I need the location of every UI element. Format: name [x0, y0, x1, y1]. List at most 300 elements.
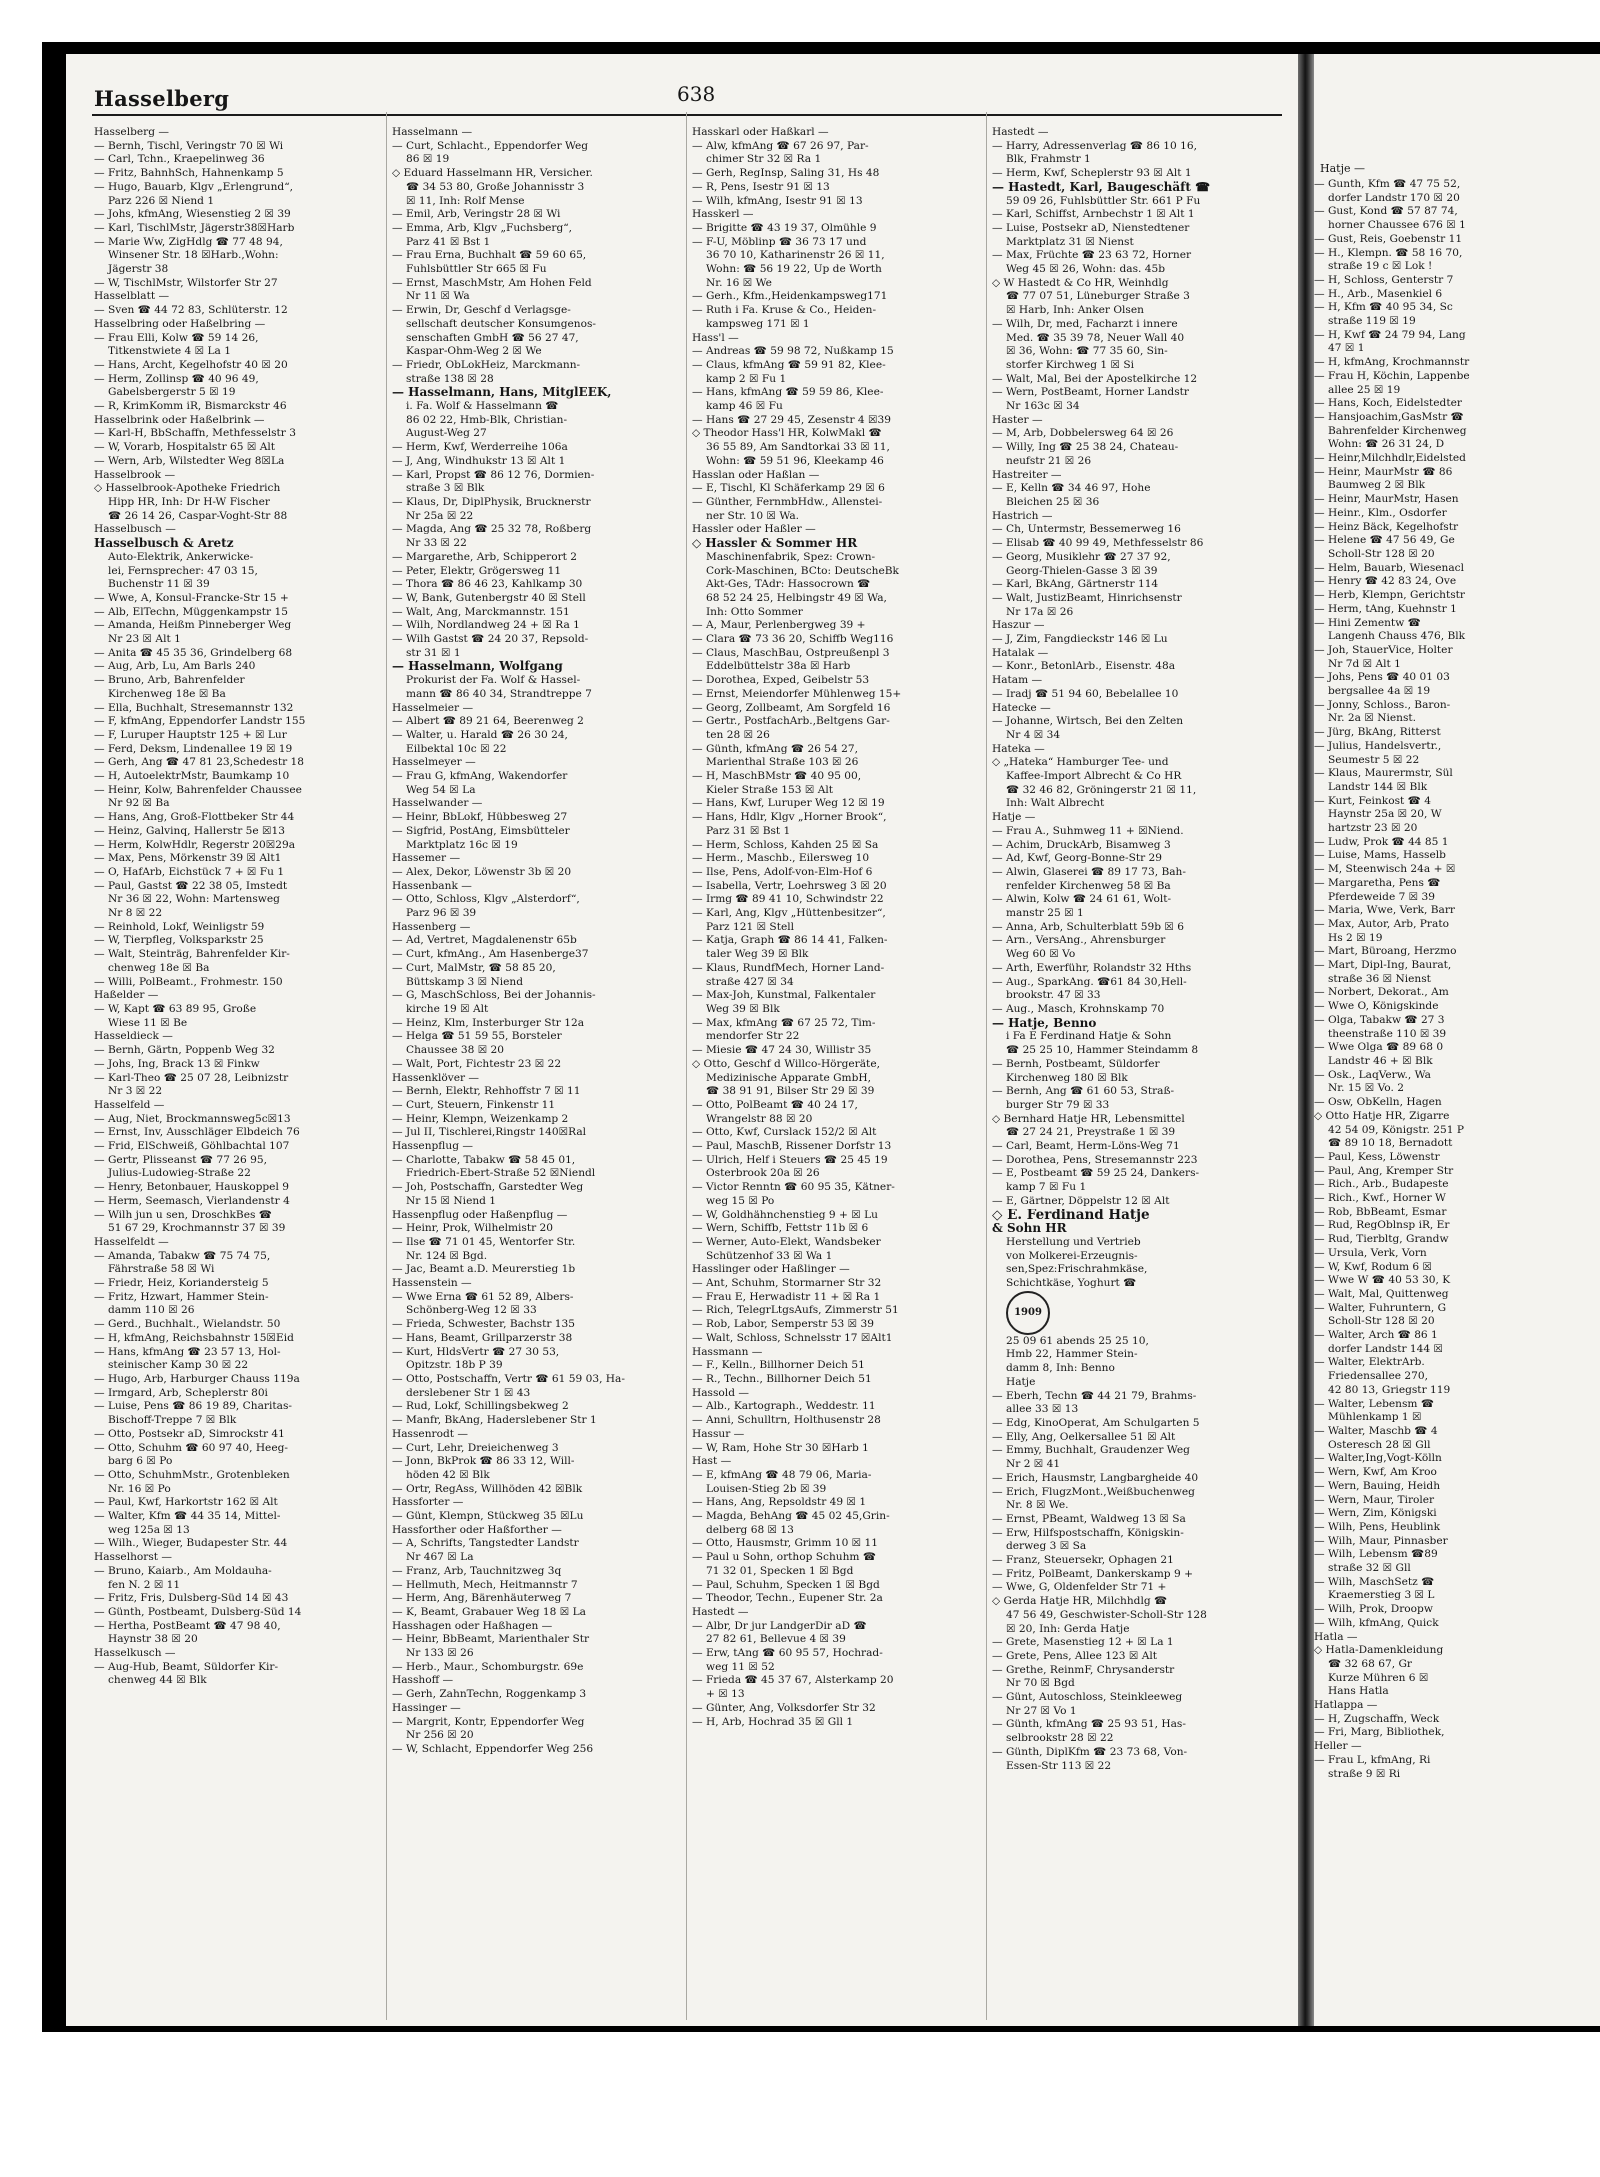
directory-entry: ◇ Eduard Hasselmann HR, Versicher.: [392, 167, 593, 180]
directory-column-4: [992, 126, 1290, 1773]
directory-entry: — Erich, Hausmstr, Langbargheide 40: [992, 1471, 1199, 1484]
directory-entry: — W, Goldhähnchenstieg 9 + ☒ Lu: [692, 1208, 878, 1221]
surname-heading: Hassenklöver —: [392, 1071, 479, 1084]
directory-entry: — Olga, Tabakw ☎ 27 3: [1314, 1013, 1445, 1026]
directory-entry: — H., Arb., Masenkiel 6: [1314, 287, 1443, 300]
directory-entry: — Friedr, Heiz, Koriandersteig 5: [94, 1277, 269, 1290]
directory-entry: — Max, Autor, Arb, Prato: [1314, 917, 1449, 930]
directory-entry: — R, Pens, Isestr 91 ☒ 13: [692, 180, 830, 193]
entry-continuation: Opitzstr. 18b P 39: [406, 1359, 503, 1372]
directory-entry: — Rud, RegOblnsp iR, Er: [1314, 1219, 1450, 1232]
entry-continuation: Nr 133 ☒ 26: [406, 1647, 474, 1660]
directory-entry: — Curt, MalMstr, ☎ 58 85 20,: [392, 961, 556, 974]
directory-entry: — Bernh, Gärtn, Poppenb Weg 32: [94, 1044, 275, 1057]
directory-entry: — Wern, Zim, Königski: [1314, 1507, 1437, 1520]
directory-column-3: [692, 126, 984, 1729]
entry-continuation: derslebener Str 1 ☒ 43: [406, 1386, 531, 1399]
directory-entry: — Alwin, Glaserei ☎ 89 17 73, Bah-: [992, 865, 1186, 878]
directory-entry: — Hertha, PostBeamt ☎ 47 98 40,: [94, 1619, 281, 1632]
entry-continuation: Marktplatz 16c ☒ 19: [406, 838, 518, 851]
directory-entry: — Frau A., Suhmweg 11 + ☒Niend.: [992, 824, 1184, 837]
directory-entry: — Herm., Maschb., Eilersweg 10: [692, 852, 870, 865]
directory-entry: — Klaus, Dr, DiplPhysik, Brucknerstr: [392, 495, 591, 508]
entry-continuation: ☎ 26 14 26, Caspar-Voght-Str 88: [108, 509, 288, 522]
directory-entry: — Friedr, ObLokHeiz, Marckmann-: [392, 358, 581, 371]
entry-continuation: chenweg 18e ☒ Ba: [108, 961, 210, 974]
entry-continuation: Buchenstr 11 ☒ 39: [108, 578, 210, 591]
entry-continuation: 68 52 24 25, Helbingstr 49 ☒ Wa,: [706, 591, 887, 604]
entry-continuation: Nr. 16 ☒ We: [706, 276, 772, 289]
entry-continuation: 25 09 61 abends 25 25 10,: [1006, 1334, 1149, 1347]
directory-entry: — Katja, Graph ☎ 86 14 41, Falken-: [692, 934, 888, 947]
directory-entry: — Ludw, Prok ☎ 44 85 1: [1314, 835, 1449, 848]
directory-entry: — Albr, Dr jur LandgerDir aD ☎: [692, 1619, 867, 1632]
directory-entry: — Max, kfmAng ☎ 67 25 72, Tim-: [692, 1016, 876, 1029]
directory-entry: — W, Vorarb, Hospitalstr 65 ☒ Alt: [94, 441, 276, 454]
directory-entry: — H., Klempn. ☎ 58 16 70,: [1314, 246, 1463, 259]
directory-entry: — Emma, Arb, Klgv „Fuchsberg“,: [392, 221, 573, 234]
entry-continuation: Nr 27 ☒ Vo 1: [1006, 1704, 1077, 1717]
directory-entry: — Gust, Kond ☎ 57 87 74,: [1314, 205, 1458, 218]
directory-entry: — Herm, Zollinsp ☎ 40 96 49,: [94, 372, 259, 385]
directory-entry: Landstr 144 ☒ Blk: [1328, 780, 1428, 793]
directory-entry: — Otto, Postsekr aD, Simrockstr 41: [94, 1427, 285, 1440]
directory-entry: straße 19 c ☒ Lok !: [1328, 260, 1433, 273]
entry-continuation: Nr. 8 ☒ We.: [1006, 1499, 1069, 1512]
directory-entry: — Ernst, Inv, Ausschläger Elbdeich 76: [94, 1126, 300, 1139]
directory-entry: — Dorothea, Exped, Geibelstr 53: [692, 674, 870, 687]
directory-entry: — Bernh, Postbeamt, Süldorfer: [992, 1057, 1160, 1070]
entry-continuation: Parz 121 ☒ Stell: [706, 920, 794, 933]
directory-entry: — Hans, Beamt, Grillparzerstr 38: [392, 1331, 573, 1344]
directory-entry: — Brigitte ☎ 43 19 37, Olmühle 9: [692, 221, 877, 234]
directory-entry: — Gerh, ZahnTechn, Roggenkamp 3: [392, 1688, 587, 1701]
entry-continuation: Parz 96 ☒ 39: [406, 907, 477, 920]
directory-entry: — Johs, Ing, Brack 13 ☒ Finkw: [94, 1057, 260, 1070]
directory-entry: — Wern, Kwf, Am Kroo: [1314, 1466, 1437, 1479]
entry-continuation: 86 02 22, Hmb-Blk, Christian-: [406, 413, 568, 426]
directory-entry: — Luise, Pens ☎ 86 19 89, Charitas-: [94, 1400, 292, 1413]
entry-continuation: Inh: Walt Albrecht: [1006, 797, 1105, 810]
directory-entry: — Carl, Beamt, Herm-Löns-Weg 71: [992, 1140, 1180, 1153]
entry-continuation: mann ☎ 86 40 34, Strandtreppe 7: [406, 687, 592, 700]
directory-entry: — Heinr, BbLokf, Hübbesweg 27: [392, 811, 568, 824]
directory-entry: — Franz, Arb, Tauchnitzweg 3q: [392, 1564, 562, 1577]
entry-continuation: kirche 19 ☒ Alt: [406, 1003, 489, 1015]
entry-continuation: ☎ 25 25 10, Hammer Steindamm 8: [1006, 1044, 1199, 1057]
entry-continuation: Wohn: ☎ 56 19 22, Up de Worth: [706, 263, 882, 276]
entry-continuation: 27 82 61, Bellevue 4 ☒ 39: [706, 1633, 846, 1646]
directory-entry: — Günther, FernmbHdw., Allenstei-: [692, 495, 883, 508]
entry-continuation: Inh: Otto Sommer: [706, 605, 803, 618]
directory-entry: — Georg, Musiklehr ☎ 27 37 92,: [992, 550, 1171, 563]
directory-entry: Scholl-Str 128 ☒ 20: [1328, 547, 1435, 560]
surname-heading: Hasselhorst —: [94, 1551, 173, 1564]
entry-continuation: str 31 ☒ 1: [406, 646, 461, 659]
directory-entry: — Curt, Schlacht., Eppendorfer Weg: [392, 139, 589, 152]
entry-continuation: straße 427 ☒ 34: [706, 975, 794, 988]
book-spine: [1298, 54, 1314, 2026]
entry-continuation: 36 55 89, Am Sandtorkai 33 ☒ 11,: [706, 441, 890, 454]
surname-heading: Hasslinger oder Haßlinger —: [692, 1263, 850, 1276]
surname-heading: Hasselbrook —: [94, 468, 176, 481]
surname-heading: Haßelder —: [94, 989, 159, 1002]
surname-heading: Hatlappa —: [1314, 1699, 1378, 1712]
surname-heading: Hateka —: [992, 742, 1045, 755]
directory-entry: 42 54 09, Königstr. 251 P: [1328, 1123, 1464, 1136]
directory-entry: — Hans, kfmAng ☎ 59 59 86, Klee-: [692, 386, 884, 399]
entry-continuation: Nr 163c ☒ 34: [1006, 400, 1080, 413]
entry-continuation: Bleichen 25 ☒ 36: [1006, 495, 1100, 508]
directory-entry: ☎ 89 10 18, Bernadott: [1328, 1137, 1453, 1150]
directory-entry: — Walt, Ang, Marckmannstr. 151: [392, 605, 570, 618]
firm-entry: Hasselbusch & Aretz: [94, 537, 234, 551]
entry-continuation: Herstellung und Vertrieb: [1006, 1235, 1141, 1248]
entry-continuation: Maschinenfabrik, Spez: Crown-: [706, 550, 876, 563]
directory-entry: — Jonny, Schloss., Baron-: [1314, 698, 1451, 711]
directory-entry: bergsallee 4a ☒ 19: [1328, 685, 1431, 698]
directory-entry: — Peter, Elektr, Grögersweg 11: [392, 564, 562, 577]
surname-heading: Hasshagen oder Haßhagen —: [392, 1619, 553, 1632]
directory-entry: — Jürg, BkAng, Ritterst: [1314, 726, 1441, 739]
right-page-column: [1314, 178, 1594, 1781]
directory-entry: — Irmg ☎ 89 41 10, Schwindstr 22: [692, 893, 884, 906]
directory-entry: — Elly, Ang, Oelkersallee 51 ☒ Alt: [992, 1430, 1176, 1443]
directory-entry: — Max, Früchte ☎ 23 63 72, Horner: [992, 249, 1192, 262]
seal-line: [992, 1291, 1290, 1335]
directory-entry: — Hans, Ang, Repsoldstr 49 ☒ 1: [692, 1496, 867, 1509]
directory-entry: — Margaretha, Pens ☎: [1314, 876, 1441, 889]
directory-entry: — W, Kwf, Rodum 6 ☒: [1314, 1260, 1432, 1273]
directory-entry: — Andreas ☎ 59 98 72, Nußkamp 15: [692, 345, 894, 358]
column-rule: [386, 112, 387, 2020]
directory-entry: — Kurt, HldsVertr ☎ 27 30 53,: [392, 1345, 560, 1358]
directory-entry: — Walt, Mal, Quittenweg: [1314, 1287, 1449, 1300]
firm-entry: & Sohn HR: [992, 1222, 1067, 1236]
directory-entry: — Otto, SchuhmMstr., Grotenbleken: [94, 1468, 290, 1481]
surname-heading: Hassmann —: [692, 1345, 763, 1358]
entry-continuation: Schützenhof 33 ☒ Wa 1: [706, 1249, 833, 1262]
entry-continuation: derweg 3 ☒ Sa: [1006, 1540, 1087, 1553]
entry-continuation: Kieler Straße 153 ☒ Alt: [706, 783, 834, 796]
entry-continuation: Medizinische Apparate GmbH,: [706, 1071, 871, 1084]
directory-entry: — Rud, Lokf, Schillingsbekweg 2: [392, 1400, 569, 1413]
directory-entry: — F, kfmAng, Eppendorfer Landstr 155: [94, 715, 306, 728]
directory-entry: — Luise, Mams, Hasselb: [1314, 849, 1446, 862]
directory-entry: — Claus, MaschBau, Ostpreußenpl 3: [692, 646, 890, 659]
directory-entry: — Karl, Ang, Klgv „Hüttenbesitzer“,: [692, 907, 886, 920]
entry-continuation: Nr 70 ☒ Bgd: [1006, 1677, 1075, 1690]
directory-entry: — E, Postbeamt ☎ 59 25 24, Dankers-: [992, 1167, 1200, 1180]
directory-entry: — Walter, Lebensm ☎: [1314, 1397, 1435, 1410]
entry-continuation: kamp 2 ☒ Fu 1: [706, 372, 787, 385]
directory-entry: — H, AutoelektrMstr, Baumkamp 10: [94, 770, 290, 783]
directory-entry: — Gerh, RegInsp, Saling 31, Hs 48: [692, 167, 880, 180]
directory-entry: — Frau L, kfmAng, Ri: [1314, 1753, 1431, 1766]
entry-continuation: Akt-Ges, TAdr: Hassocrown ☎: [706, 578, 871, 591]
entry-continuation: Fuhlsbüttler Str 665 ☒ Fu: [406, 263, 547, 276]
entry-continuation: barg 6 ☒ Po: [108, 1455, 173, 1468]
entry-continuation: 47 56 49, Geschwister-Scholl-Str 128: [1006, 1608, 1207, 1621]
directory-entry: — Jul II, Tischlerei,Ringstr 140☒Ral: [392, 1126, 587, 1139]
directory-entry: — Fritz, BahnhSch, Hahnenkamp 5: [94, 167, 284, 180]
directory-entry: — Frau Erna, Buchhalt ☎ 59 60 65,: [392, 249, 587, 262]
directory-entry: — Charlotte, Tabakw ☎ 58 45 01,: [392, 1153, 576, 1166]
directory-entry: — Georg, Zollbeamt, Am Sorgfeld 16: [692, 701, 891, 714]
directory-entry: — H, Zugschaffn, Weck: [1314, 1712, 1440, 1725]
directory-entry: — Otto, Schuhm ☎ 60 97 40, Heeg-: [94, 1441, 288, 1454]
entry-continuation: weg 125a ☒ 13: [108, 1523, 190, 1536]
surname-heading: Hassinger —: [392, 1701, 461, 1714]
directory-entry: — Osw, ObKelln, Hagen: [1314, 1096, 1442, 1109]
surname-heading: Hatje —: [992, 811, 1036, 824]
directory-entry: — Heinr,Milchhdlr,Eidelsted: [1314, 452, 1466, 465]
directory-entry: — Anita ☎ 45 35 36, Grindelberg 68: [94, 646, 293, 659]
directory-entry: — Paul, MaschB, Rissener Dorfstr 13: [692, 1140, 892, 1153]
entry-continuation: Bischoff-Treppe 7 ☒ Blk: [108, 1414, 237, 1427]
entry-continuation: Prokurist der Fa. Wolf & Hassel-: [406, 674, 581, 687]
directory-entry: — Sven ☎ 44 72 83, Schlüterstr. 12: [94, 304, 288, 317]
directory-entry: — Dorothea, Pens, Stresemannstr 223: [992, 1153, 1198, 1166]
entry-continuation: fen N. 2 ☒ 11: [108, 1578, 181, 1591]
entry-continuation: chenweg 44 ☒ Blk: [108, 1674, 207, 1687]
directory-entry: dorfer Landstr 170 ☒ 20: [1328, 191, 1460, 204]
directory-entry: — R, KrimKomm iR, Bismarckstr 46: [94, 400, 287, 413]
directory-entry: — Isabella, Vertr, Loehrsweg 3 ☒ 20: [692, 879, 887, 892]
firm-entry: ◇ E. Ferdinand Hatje: [992, 1208, 1150, 1223]
directory-entry: — W, Schlacht, Eppendorfer Weg 256: [392, 1742, 594, 1755]
surname-heading: Hass'l —: [692, 331, 739, 344]
directory-entry: — Herb., Maur., Schomburgstr. 69e: [392, 1660, 584, 1673]
directory-entry: — Johs, Pens ☎ 40 01 03: [1314, 671, 1450, 684]
directory-entry: — Fritz, PolBeamt, Dankerskamp 9 +: [992, 1567, 1193, 1580]
section-title: Hasselberg: [94, 86, 230, 111]
directory-entry: Haynstr 25a ☒ 20, W: [1328, 808, 1442, 821]
directory-entry: — Karl-H, BbSchaffn, Methfesselstr 3: [94, 427, 296, 440]
directory-entry: — Norbert, Dekorat., Am: [1314, 986, 1449, 999]
entry-continuation: burger Str 79 ☒ 33: [1006, 1098, 1110, 1111]
directory-entry: — Arn., VersAng., Ahrensburger: [992, 934, 1166, 947]
directory-entry: — Hans, Hdlr, Klgv „Horner Brook“,: [692, 811, 887, 824]
directory-entry: — Carl, Tchn., Kraepelinweg 36: [94, 153, 265, 166]
entry-continuation: Wohn: ☎ 59 51 96, Kleekamp 46: [706, 454, 884, 467]
directory-entry: — Günth, kfmAng ☎ 26 54 27,: [692, 742, 858, 755]
directory-entry: ◇ Gerda Hatje HR, Milchhdlg ☎: [992, 1595, 1168, 1608]
entry-continuation: Jägerstr 38: [108, 263, 169, 276]
directory-entry: ◇ Hatla-Damenkleidung: [1314, 1644, 1444, 1657]
directory-entry: — Iradj ☎ 51 94 60, Bebelallee 10: [992, 687, 1179, 700]
directory-entry: — Joh, StauerVice, Holter: [1314, 643, 1453, 656]
entry-continuation: höden 42 ☒ Blk: [406, 1468, 490, 1481]
directory-entry: — Magda, Ang ☎ 25 32 78, Roßberg: [392, 523, 592, 536]
entry-continuation: Blk, Frahmstr 1: [1006, 153, 1091, 166]
directory-entry: ◇ Bernhard Hatje HR, Lebensmittel: [992, 1112, 1185, 1125]
directory-column-2: [392, 126, 684, 1757]
entry-continuation: ner Str. 10 ☒ Wa.: [706, 509, 800, 522]
directory-entry: — Hansjoachim,GasMstr ☎: [1314, 410, 1464, 423]
directory-entry: — Günth, DiplKfm ☎ 23 73 68, Von-: [992, 1745, 1188, 1758]
entry-continuation: Nr 23 ☒ Alt 1: [108, 633, 181, 646]
surname-heading: Hassenbank —: [392, 879, 472, 892]
directory-entry: — Miesie ☎ 47 24 30, Willistr 35: [692, 1044, 872, 1057]
entry-continuation: Nr. 124 ☒ Bgd.: [406, 1249, 488, 1262]
directory-entry: — Magda, BehAng ☎ 45 02 45,Grin-: [692, 1510, 890, 1523]
directory-entry: — Herm, Seemasch, Vierlandenstr 4: [94, 1194, 290, 1207]
right-page: [1314, 54, 1600, 2026]
surname-heading: Hastrich —: [992, 509, 1053, 522]
entry-continuation: ☒ 11, Inh: Rolf Mense: [406, 194, 525, 207]
directory-entry: — Wwe W ☎ 40 53 30, K: [1314, 1274, 1451, 1287]
directory-entry: — Heinr., Klm., Osdorfer: [1314, 506, 1447, 519]
surname-heading: Hassenstein —: [392, 1277, 472, 1290]
surname-heading: Hassenberg —: [392, 920, 471, 933]
directory-entry: — Erw, tAng ☎ 60 95 57, Hochrad-: [692, 1647, 883, 1660]
entry-continuation: Georg-Thielen-Gasse 3 ☒ 39: [1006, 564, 1158, 577]
entry-continuation: Hmb 22, Hammer Stein-: [1006, 1348, 1138, 1361]
directory-entry: — Konr., BetonlArb., Eisenstr. 48a: [992, 660, 1176, 673]
directory-entry: straße 32 ☒ Gll: [1328, 1562, 1411, 1575]
entry-continuation: Essen-Str 113 ☒ 22: [1006, 1759, 1112, 1772]
directory-entry: — Klaus, Maurermstr, Sül: [1314, 767, 1453, 780]
entry-continuation: ☎ 27 24 21, Preystraße 1 ☒ 39: [1006, 1126, 1176, 1139]
directory-entry: — Günth, Postbeamt, Dulsberg-Süd 14: [94, 1605, 302, 1618]
entry-continuation: Nr 17a ☒ 26: [1006, 605, 1074, 618]
directory-entry: — Jac, Beamt a.D. Meurerstieg 1b: [392, 1263, 576, 1276]
entry-continuation: Hatje: [1006, 1375, 1036, 1388]
directory-entry: — Gerh, Ang ☎ 47 81 23,Schedestr 18: [94, 756, 304, 769]
directory-entry: — Gertr., PostfachArb.,Beltgens Gar-: [692, 715, 890, 728]
directory-entry: — Ernst, MaschMstr, Am Hohen Feld: [392, 276, 592, 289]
directory-entry: — Wwe O, Königskinde: [1314, 1000, 1439, 1013]
directory-entry: — Erwin, Dr, Geschf d Verlagsge-: [392, 304, 571, 317]
directory-entry: — Albert ☎ 89 21 64, Beerenweg 2: [392, 715, 584, 728]
directory-entry: — Grete, Masenstieg 12 + ☒ La 1: [992, 1636, 1174, 1649]
directory-entry: — Reinhold, Lokf, Weinligstr 59: [94, 920, 265, 933]
directory-entry: — Rob, BbBeamt, Esmar: [1314, 1205, 1447, 1218]
surname-heading: Hasslan oder Haßlan —: [692, 468, 820, 481]
surname-heading: Hassur —: [692, 1427, 745, 1440]
directory-entry: — H, kfmAng, Krochmannstr: [1314, 356, 1470, 369]
directory-entry: — Ferd, Deksm, Lindenallee 19 ☒ 19: [94, 742, 293, 755]
directory-entry: — Rob, Labor, Semperstr 53 ☒ 39: [692, 1318, 874, 1331]
directory-entry: — Herm, Schloss, Kahden 25 ☒ Sa: [692, 838, 879, 851]
surname-heading: Hassenrodt —: [392, 1427, 468, 1440]
directory-entry: — Walter, Kfm ☎ 44 35 14, Mittel-: [94, 1510, 281, 1523]
entry-continuation: 86 ☒ 19: [406, 153, 450, 166]
directory-entry: — H, kfmAng, Reichsbahnstr 15☒Eid: [94, 1331, 294, 1344]
directory-entry: — Wern, Schiffb, Fettstr 11b ☒ 6: [692, 1222, 869, 1235]
entry-continuation: weg 15 ☒ Po: [706, 1194, 775, 1207]
entry-continuation: Julius-Ludowieg-Straße 22: [108, 1167, 251, 1180]
entry-continuation: kampsweg 171 ☒ 1: [706, 317, 810, 330]
directory-entry: — Ursula, Verk, Vorn: [1314, 1246, 1427, 1259]
directory-entry: — Max, Pens, Mörkenstr 39 ☒ Alt1: [94, 852, 282, 865]
directory-entry: — Ad, Vertret, Magdalenenstr 65b: [392, 934, 577, 947]
directory-entry: — Alw, kfmAng ☎ 67 26 97, Par-: [692, 139, 869, 152]
column-rule: [986, 112, 987, 2020]
entry-continuation: 71 32 01, Specken 1 ☒ Bgd: [706, 1564, 854, 1577]
surname-heading: Hasselkusch —: [94, 1647, 176, 1660]
directory-entry: — F-U, Möblinp ☎ 36 73 17 und: [692, 235, 867, 248]
directory-entry: — Jonn, BkProk ☎ 86 33 12, Will-: [392, 1455, 575, 1468]
directory-entry: — Rich., Arb., Budapeste: [1314, 1178, 1449, 1191]
directory-entry: horner Chaussee 676 ☒ 1: [1328, 219, 1466, 232]
directory-entry: — Achim, DruckArb, Bisamweg 3: [992, 838, 1171, 851]
entry-continuation: Nr 4 ☒ 34: [1006, 728, 1061, 741]
directory-entry: — Osk., LaqVerw., Wa: [1314, 1068, 1431, 1081]
directory-entry: — Ad, Kwf, Georg-Bonne-Str 29: [992, 852, 1163, 865]
directory-entry: Kurze Mühren 6 ☒: [1328, 1671, 1429, 1684]
directory-entry: — Julius, Handelsvertr.,: [1314, 739, 1442, 752]
directory-entry: — W, Bank, Gutenbergstr 40 ☒ Stell: [392, 591, 586, 604]
directory-entry: — Frau Elli, Kolw ☎ 59 14 26,: [94, 331, 259, 344]
directory-entry: — Edg, KinoOperat, Am Schulgarten 5: [992, 1416, 1200, 1429]
directory-entry: 42 80 13, Griegstr 119: [1328, 1383, 1451, 1396]
entry-continuation: Nr. 16 ☒ Po: [108, 1482, 171, 1495]
entry-continuation: Hipp HR, Inh: Dr H-W Fischer: [108, 495, 270, 508]
entry-continuation: Nr 256 ☒ 20: [406, 1729, 474, 1742]
entry-continuation: storfer Kirchweg 1 ☒ Si: [1006, 358, 1134, 371]
entry-continuation: i Fa E Ferdinand Hatje & Sohn: [1006, 1030, 1172, 1043]
directory-entry: — F, Luruper Hauptstr 125 + ☒ Lur: [94, 728, 287, 741]
entry-continuation: Kaffee-Import Albrecht & Co HR: [1006, 770, 1182, 783]
directory-entry: — Anni, Schulltrn, Holthusenstr 28: [692, 1414, 881, 1427]
entry-continuation: Schichtkäse, Yoghurt ☎: [1006, 1277, 1137, 1290]
entry-continuation: Kaspar-Ohm-Weg 2 ☒ We: [406, 345, 542, 358]
directory-entry: — Herb, Klempn, Gerichtstr: [1314, 589, 1465, 602]
directory-entry: — Walter, u. Harald ☎ 26 30 24,: [392, 728, 568, 741]
directory-entry: — Bernh, Tischl, Veringstr 70 ☒ Wi: [94, 139, 284, 152]
surname-heading: Hastedt —: [992, 126, 1049, 138]
directory-entry: — Johs, kfmAng, Wiesenstieg 2 ☒ 39: [94, 208, 291, 221]
directory-entry: — Günter, Ang, Volksdorfer Str 32: [692, 1701, 876, 1714]
directory-entry: — Heinz, Klm, Insterburger Str 12a: [392, 1016, 585, 1029]
directory-entry: — Rich., Kwf., Horner W: [1314, 1192, 1446, 1205]
directory-entry: — F., Kelln., Billhorner Deich 51: [692, 1359, 865, 1372]
entry-continuation: taler Weg 39 ☒ Blk: [706, 948, 809, 961]
directory-entry: — Joh, Postschaffn, Garstedter Weg: [392, 1181, 584, 1194]
directory-entry: — Kurt, Feinkost ☎ 4: [1314, 794, 1431, 807]
directory-entry: — Wilh, Maur, Pinnasber: [1314, 1534, 1448, 1547]
directory-entry: — Willy, Ing ☎ 25 38 24, Chateau-: [992, 441, 1179, 454]
entry-continuation: allee 33 ☒ 13: [1006, 1403, 1079, 1416]
surname-heading: Hasselbring oder Haßelbring —: [94, 317, 266, 330]
directory-entry: — Walter, Arch ☎ 86 1: [1314, 1329, 1438, 1342]
directory-entry: — Grete, Pens, Allee 123 ☒ Alt: [992, 1649, 1158, 1662]
entry-continuation: Kirchenweg 180 ☒ Blk: [1006, 1071, 1128, 1084]
directory-entry: — Claus, kfmAng ☎ 59 91 82, Klee-: [692, 358, 886, 371]
entry-continuation: Schönberg-Weg 12 ☒ 33: [406, 1304, 537, 1317]
entry-continuation: Nr 467 ☒ La: [406, 1551, 474, 1564]
directory-entry: — Thora ☎ 86 46 23, Kahlkamp 30: [392, 578, 583, 591]
directory-entry: — Otto, Kwf, Curslack 152/2 ☒ Alt: [692, 1126, 877, 1139]
entry-continuation: Nr 8 ☒ 22: [108, 907, 163, 920]
directory-entry: — Werner, Auto-Elekt, Wandsbeker: [692, 1235, 881, 1248]
directory-entry: Wohn: ☎ 26 31 24, D: [1328, 438, 1445, 451]
directory-entry: — W, Tierpfleg, Volksparkstr 25: [94, 934, 264, 947]
directory-entry: Mühlenkamp 1 ☒: [1328, 1411, 1422, 1424]
surname-heading: Heller —: [1314, 1740, 1362, 1753]
directory-entry: — Herm, Kwf, Scheplerstr 93 ☒ Alt 1: [992, 167, 1192, 180]
firm-seal-icon: 1909: [1006, 1291, 1050, 1335]
entry-continuation: selbrookstr 28 ☒ 22: [1006, 1732, 1114, 1745]
directory-entry: — K, Beamt, Grabauer Weg 18 ☒ La: [392, 1605, 586, 1618]
directory-entry: — M, Steenwisch 24a + ☒: [1314, 863, 1456, 876]
surname-heading: Hassemer —: [392, 852, 461, 865]
directory-entry: hartzstr 23 ☒ 20: [1328, 822, 1418, 835]
entry-continuation: straße 138 ☒ 28: [406, 372, 494, 385]
directory-column-1: [94, 126, 384, 1688]
